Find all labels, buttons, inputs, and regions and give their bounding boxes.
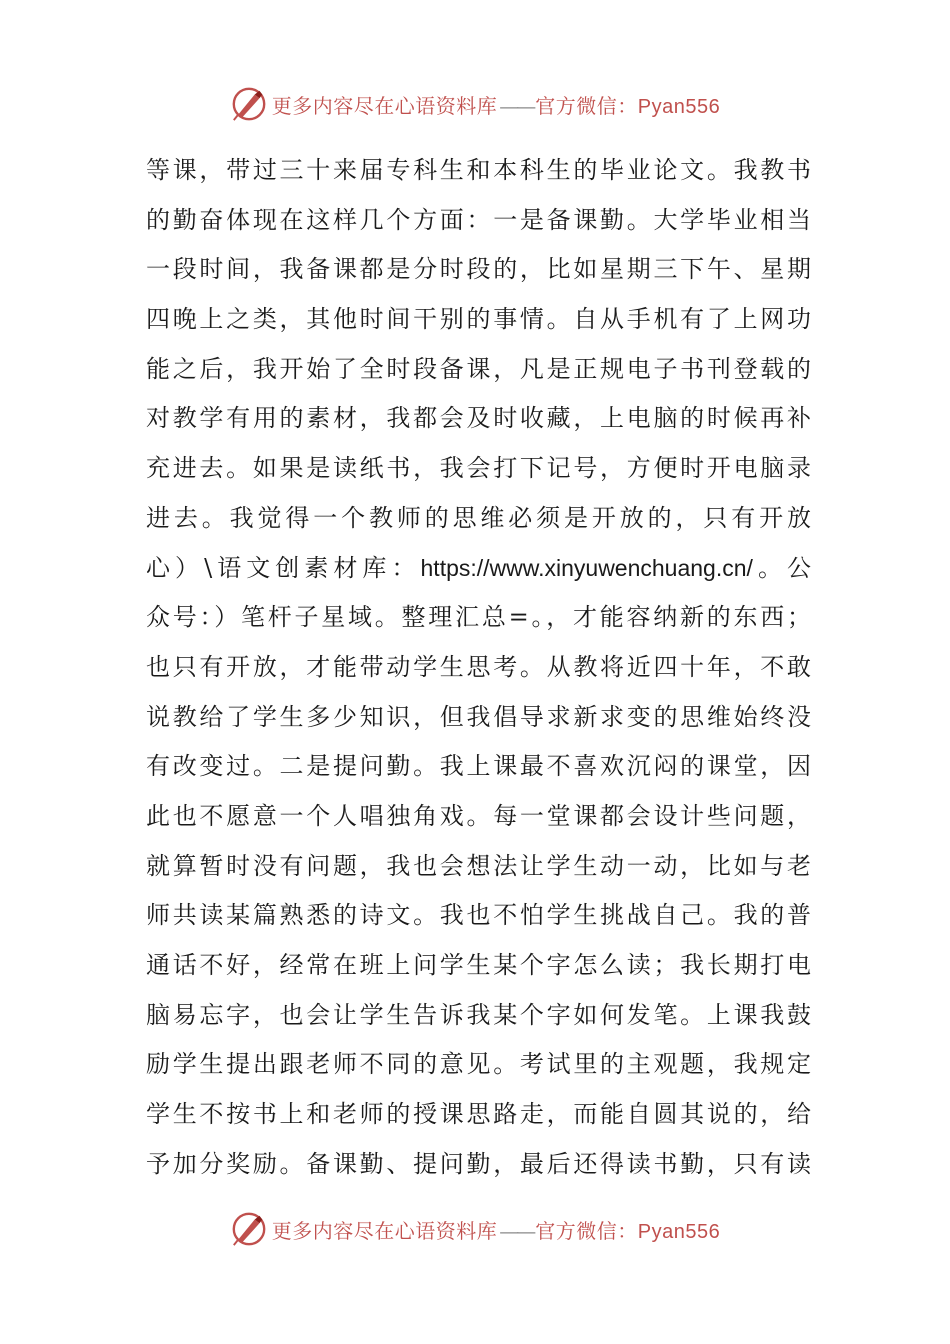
body-line-20: 学生不按书上和老师的授课思路走，而能自圆其说的，给 <box>146 1100 811 1129</box>
footer-site-name: 更多内容尽在心语资料库 <box>271 1218 498 1243</box>
body-line-1: 等课，带过三十来届专科生和本科生的毕业论文。我教书 <box>146 156 811 184</box>
footer-text <box>272 1215 720 1244</box>
header-banner <box>0 84 950 124</box>
body-line-9-prefix: 心）\语文创素材库： <box>146 553 421 582</box>
body-line-7: 充进去。如果是读纸书，我会打下记号，方便时开电脑录 <box>146 454 811 483</box>
body-line-9-suffix: 。公 <box>752 553 812 582</box>
body-line-19: 励学生提出跟老师不同的意见。考试里的主观题，我规定 <box>146 1050 811 1079</box>
header-site-name: 更多内容尽在心语资料库 <box>271 93 498 118</box>
body-line-14: 此也不愿意一个人唱独角戏。每一堂课都会设计些问题， <box>146 801 811 830</box>
document-body <box>146 146 811 1189</box>
body-line-11: 也只有开放，才能带动学生思考。从教将近四十年，不敢 <box>146 652 811 681</box>
body-line-17: 通话不好，经常在班上问学生某个字怎么读；我长期打电 <box>146 951 811 979</box>
header-contact-label: 官方微信： <box>535 93 638 118</box>
header-text <box>272 90 720 119</box>
body-line-18: 脑易忘字，也会让学生告诉我某个字如何发笔。上课我鼓 <box>146 1000 811 1029</box>
body-line-5: 能之后，我开始了全时段备课，凡是正规电子书刊登载的 <box>146 354 811 383</box>
footer-contact-id: Pyan556 <box>637 1220 721 1243</box>
website-url: https://www.xinyuwenchuang.cn/ <box>420 554 753 581</box>
body-line-9 <box>146 544 811 594</box>
pen-nib-logo-icon <box>230 85 268 123</box>
body-line-8: 进去。我觉得一个教师的思维必须是开放的，只有开放 <box>146 503 811 532</box>
body-line-21: 予加分奖励。备课勤、提问勤，最后还得读书勤，只有读 <box>146 1149 811 1178</box>
body-line-15: 就算暂时没有问题，我也会想法让学生动一动，比如与老 <box>146 851 811 880</box>
footer-separator: —— <box>499 1218 534 1243</box>
header-separator: —— <box>499 93 534 118</box>
body-line-2: 的勤奋体现在这样几个方面：一是备课勤。大学毕业相当 <box>146 205 811 234</box>
body-line-6: 对教学有用的素材，我都会及时收藏，上电脑的时候再补 <box>146 404 811 433</box>
body-line-16: 师共读某篇熟悉的诗文。我也不怕学生挑战自己。我的普 <box>146 901 811 930</box>
body-line-4: 四晚上之类，其他时间干别的事情。自从手机有了上网功 <box>146 305 811 334</box>
pen-nib-logo-icon <box>230 1210 268 1248</box>
header-contact-id: Pyan556 <box>637 95 721 118</box>
footer-banner <box>0 1209 950 1249</box>
footer-contact-label: 官方微信： <box>535 1218 638 1243</box>
body-line-3: 一段时间，我备课都是分时段的，比如星期三下午、星期 <box>146 255 811 284</box>
body-line-12: 说教给了学生多少知识，但我倡导求新求变的思维始终没 <box>146 702 811 731</box>
body-line-10: 众号：）笔杆子星域。整理汇总=。，才能容纳新的东西； <box>146 603 811 632</box>
body-line-13: 有改变过。二是提问勤。我上课最不喜欢沉闷的课堂，因 <box>146 752 811 781</box>
